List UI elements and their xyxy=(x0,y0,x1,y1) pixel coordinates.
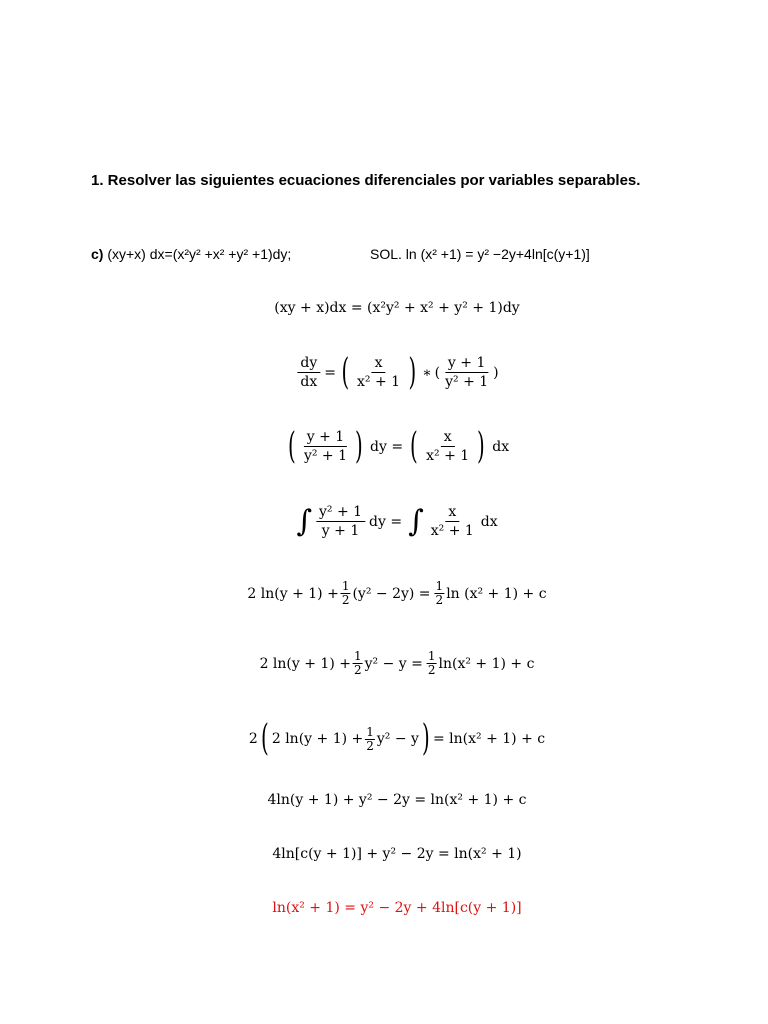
fraction-one-half: $\frac{1}{2}$ xyxy=(427,649,436,677)
step-5: 2 ln(y + 1) + $\frac{1}{2}$ (y² − 2y) = $\frac{1}{2}$ ln (x² + 1) + c xyxy=(247,579,547,607)
fraction-x-over-x2p1: $\frac{x}{\text{x² + 1}}$ xyxy=(430,504,474,539)
fraction-one-half: $\frac{1}{2}$ xyxy=(366,724,374,753)
open-paren: ( xyxy=(341,351,349,393)
solution-statement: SOL. ln (x² +1) = y² −2y+4ln[c(y+1)] xyxy=(370,246,590,262)
fraction-one-half: $\frac{1}{2}$ xyxy=(341,579,350,607)
final-answer: ln(x² + 1) = y² − 2y + 4ln[c(y + 1)] xyxy=(272,900,522,916)
step-4: ∫ $\frac{\text{y² + 1}}{y + 1}$ dy = ∫ $\frac{x}{\text{x² + 1}}$ dx xyxy=(296,503,498,539)
step-2: $\frac{dy}{dx}$ = ( $\frac{x}{\text{x² + 1}}$ ) ∗ ( $\frac{y + 1}{\text{y² + 1}}$ ) xyxy=(295,354,498,391)
problem-label: c) xyxy=(91,246,104,262)
step-1: (xy + x)dx = (x²y² + x² + y² + 1)dy xyxy=(274,300,520,316)
fraction-yp1-over-y2p1: $\frac{y + 1}{\text{y² + 1}}$ xyxy=(445,355,489,390)
integral-sign: ∫ xyxy=(296,503,312,539)
fraction-yp1-over-y2p1: $\frac{y + 1}{\text{y² + 1}}$ xyxy=(303,429,347,464)
fraction-y2p1-over-yp1: $\frac{\text{y² + 1}}{y + 1}$ xyxy=(316,503,365,540)
problem-statement xyxy=(91,246,291,262)
step-6: 2 ln(y + 1) + $\frac{1}{2}$ y² − y = $\frac{1}{2}$ ln(x² + 1) + c xyxy=(259,649,535,677)
problem-equation: (xy+x) dx=(x²y² +x² +y² +1)dy; xyxy=(107,246,292,262)
fraction-one-half: $\frac{1}{2}$ xyxy=(353,649,362,677)
fraction-one-half: $\frac{1}{2}$ xyxy=(435,579,444,607)
fraction-x-over-x2p1: $\frac{x}{\text{x² + 1}}$ xyxy=(357,355,401,390)
close-paren: ) xyxy=(408,351,416,393)
step-9: 4ln[c(y + 1)] + y² − 2y = ln(x² + 1) xyxy=(272,846,522,862)
step-8: 4ln(y + 1) + y² − 2y = ln(x² + 1) + c xyxy=(267,792,527,808)
step-7: 2 ( 2 ln(y + 1) + $\frac{1}{2}$ y² − y ) = ln(x² + 1) + c xyxy=(248,718,546,759)
integral-sign: ∫ xyxy=(408,503,424,539)
step-3: ( $\frac{y + 1}{\text{y² + 1}}$ ) dy = ( $\frac{x}{\text{x² + 1}}$ ) dx xyxy=(288,425,510,467)
fraction-x-over-x2p1: $\frac{x}{\text{x² + 1}}$ xyxy=(426,429,470,464)
fraction-dy-dx: $\frac{dy}{dx}$ xyxy=(297,354,320,391)
exercise-heading: 1. Resolver las siguientes ecuaciones diferenciales por variables separables. xyxy=(91,172,641,189)
